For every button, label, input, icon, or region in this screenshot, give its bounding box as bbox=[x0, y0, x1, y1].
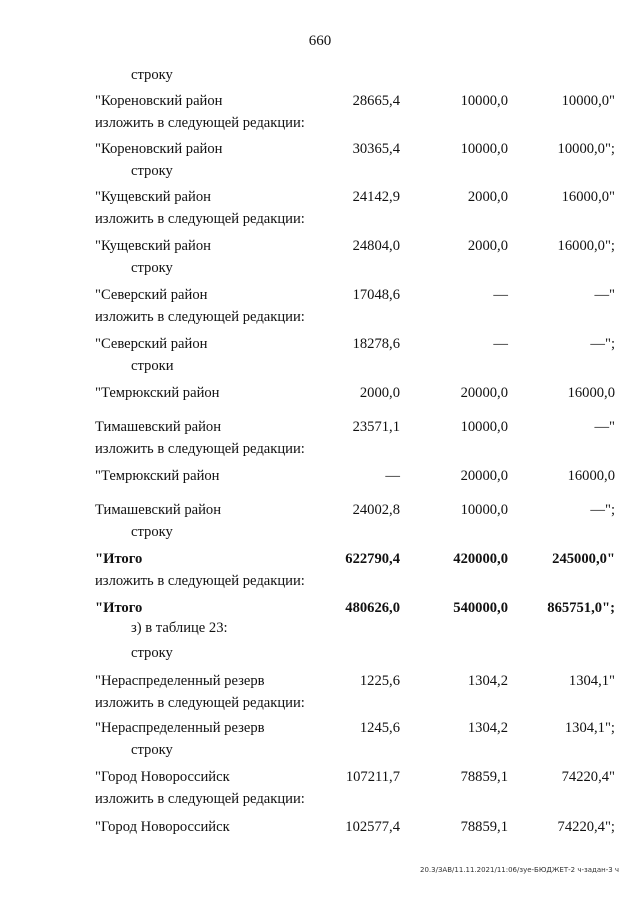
line-text: "Кущевский район bbox=[95, 238, 211, 254]
line-text: "Северский район bbox=[95, 336, 208, 352]
value-cell-c2: 10000,0 bbox=[460, 93, 508, 109]
line-text: строку bbox=[131, 524, 173, 540]
line-text: "Нераспределенный резерв bbox=[95, 673, 265, 689]
line-text: "Город Новороссийск bbox=[95, 819, 230, 835]
value-cell-c2: — bbox=[493, 287, 508, 303]
value-cell-c2: 2000,0 bbox=[467, 238, 508, 254]
line-text: Тимашевский район bbox=[95, 419, 222, 435]
value-cell-c2: 10000,0 bbox=[460, 141, 508, 157]
line-text: строку bbox=[131, 645, 173, 661]
value-cell-c1: 24002,8 bbox=[352, 502, 400, 518]
value-cell-c3: 1304,1"; bbox=[564, 720, 615, 736]
value-cell-c3: —"; bbox=[590, 502, 615, 518]
line-text: изложить в следующей редакции: bbox=[95, 115, 305, 131]
value-cell-c1: — bbox=[385, 468, 400, 484]
value-cell-c1: 622790,4 bbox=[345, 551, 400, 567]
line-text: строку bbox=[131, 742, 173, 758]
value-cell-c1: 2000,0 bbox=[359, 385, 400, 401]
line-text: "Нераспределенный резерв bbox=[95, 720, 265, 736]
line-text: изложить в следующей редакции: bbox=[95, 573, 305, 589]
value-cell-c2: 78859,1 bbox=[460, 769, 508, 785]
line-text: изложить в следующей редакции: bbox=[95, 211, 305, 227]
value-cell-c3: —"; bbox=[590, 336, 615, 352]
line-text: "Итого bbox=[95, 600, 143, 616]
value-cell-c1: 102577,4 bbox=[345, 819, 400, 835]
line-text: "Темрюкский район bbox=[95, 385, 220, 401]
value-cell-c3: —" bbox=[594, 287, 615, 303]
line-text: з) в таблице 23: bbox=[131, 620, 228, 636]
value-cell-c3: —" bbox=[594, 419, 615, 435]
value-cell-c2: 20000,0 bbox=[460, 385, 508, 401]
value-cell-c1: 24142,9 bbox=[352, 189, 400, 205]
value-cell-c1: 24804,0 bbox=[352, 238, 400, 254]
value-cell-c2: 420000,0 bbox=[453, 551, 508, 567]
value-cell-c3: 16000,0 bbox=[567, 385, 615, 401]
line-text: "Итого bbox=[95, 551, 143, 567]
value-cell-c2: 20000,0 bbox=[460, 468, 508, 484]
value-cell-c2: 540000,0 bbox=[453, 600, 508, 616]
line-text: строку bbox=[131, 163, 173, 179]
value-cell-c3: 865751,0"; bbox=[547, 600, 615, 616]
line-text: "Город Новороссийск bbox=[95, 769, 230, 785]
line-text: "Кореновский район bbox=[95, 93, 223, 109]
value-cell-c3: 16000,0 bbox=[567, 468, 615, 484]
value-cell-c3: 16000,0" bbox=[561, 189, 615, 205]
value-cell-c3: 1304,1" bbox=[568, 673, 615, 689]
footer-code: 20.3/ЗАВ/11.11.2021/11:06/зуе-БЮДЖЕТ-2 ч-задан-3 ч bbox=[420, 866, 620, 874]
value-cell-c2: 1304,2 bbox=[467, 673, 508, 689]
value-cell-c2: 1304,2 bbox=[467, 720, 508, 736]
line-text: "Кущевский район bbox=[95, 189, 211, 205]
line-text: "Северский район bbox=[95, 287, 208, 303]
value-cell-c1: 480626,0 bbox=[345, 600, 400, 616]
value-cell-c1: 17048,6 bbox=[352, 287, 400, 303]
line-text: "Темрюкский район bbox=[95, 468, 220, 484]
line-text: изложить в следующей редакции: bbox=[95, 441, 305, 457]
value-cell-c1: 1225,6 bbox=[359, 673, 400, 689]
value-cell-c3: 74220,4"; bbox=[557, 819, 615, 835]
value-cell-c3: 10000,0"; bbox=[557, 141, 615, 157]
value-cell-c1: 107211,7 bbox=[345, 769, 400, 785]
line-text: изложить в следующей редакции: bbox=[95, 695, 305, 711]
value-cell-c3: 10000,0" bbox=[561, 93, 615, 109]
value-cell-c2: 2000,0 bbox=[467, 189, 508, 205]
line-text: строки bbox=[131, 358, 174, 374]
line-text: строку bbox=[131, 67, 173, 83]
value-cell-c2: 10000,0 bbox=[460, 419, 508, 435]
page-number: 660 bbox=[308, 33, 332, 49]
value-cell-c1: 28665,4 bbox=[352, 93, 400, 109]
value-cell-c1: 18278,6 bbox=[352, 336, 400, 352]
value-cell-c2: 10000,0 bbox=[460, 502, 508, 518]
value-cell-c1: 1245,6 bbox=[359, 720, 400, 736]
value-cell-c3: 16000,0"; bbox=[557, 238, 615, 254]
value-cell-c1: 30365,4 bbox=[352, 141, 400, 157]
line-text: Тимашевский район bbox=[95, 502, 222, 518]
value-cell-c2: — bbox=[493, 336, 508, 352]
line-text: строку bbox=[131, 260, 173, 276]
value-cell-c1: 23571,1 bbox=[352, 419, 400, 435]
value-cell-c3: 74220,4" bbox=[561, 769, 615, 785]
line-text: изложить в следующей редакции: bbox=[95, 791, 305, 807]
value-cell-c2: 78859,1 bbox=[460, 819, 508, 835]
value-cell-c3: 245000,0" bbox=[552, 551, 615, 567]
line-text: изложить в следующей редакции: bbox=[95, 309, 305, 325]
line-text: "Кореновский район bbox=[95, 141, 223, 157]
